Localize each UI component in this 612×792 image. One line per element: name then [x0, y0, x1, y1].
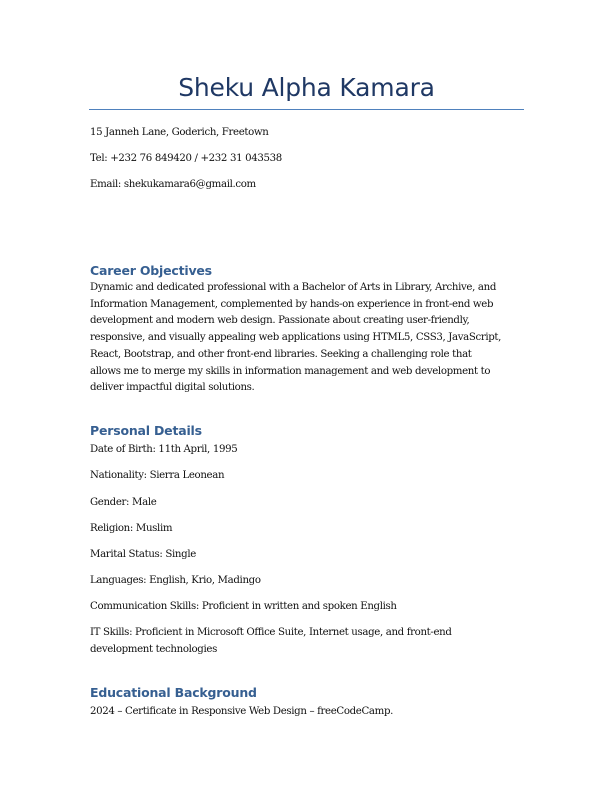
career-line: React, Bootstrap, and other front-end libraries. Seeking a challenging role that [90, 348, 472, 360]
career-line: responsive, and visually appealing web applications using HTML5, CSS3, JavaScript, [90, 332, 502, 344]
career-line: deliver impactful digital solutions. [90, 382, 255, 394]
education-item: 2024 – Certificate in Responsive Web Design – freeCodeCamp. [90, 706, 394, 717]
resume-name-title: Sheku Alpha Kamara [178, 73, 435, 102]
languages: Languages: English, Krio, Madingo [90, 575, 261, 586]
date-of-birth: Date of Birth: 11th April, 1995 [90, 444, 238, 455]
marital-status: Marital Status: Single [90, 549, 196, 560]
gender: Gender: Male [90, 497, 157, 508]
career-line: Dynamic and dedicated professional with a Bachelor of Arts in Library, Archive, and [90, 282, 496, 293]
it-skills-line: IT Skills: Proficient in Microsoft Office Suite, Internet usage, and front-end [90, 627, 452, 638]
it-skills-line: development technologies [90, 643, 217, 655]
email: Email: shekukamara6@gmail.com [90, 179, 256, 190]
career-objectives-heading: Career Objectives [90, 263, 212, 278]
address: 15 Janneh Lane, Goderich, Freetown [90, 127, 269, 138]
telephone: Tel: +232 76 849420 / +232 31 043538 [90, 153, 282, 164]
career-objectives-text [90, 280, 530, 397]
educational-background-heading: Educational Background [90, 685, 257, 700]
it-skills [90, 625, 530, 658]
religion: Religion: Muslim [90, 523, 173, 534]
career-line: allows me to merge my skills in information management and web development to [90, 365, 491, 377]
personal-details-heading: Personal Details [90, 423, 202, 438]
career-line: development and modern web design. Passionate about creating user-friendly, [90, 315, 470, 327]
career-line: Information Management, complemented by hands-on experience in front-end web [90, 298, 494, 310]
title-divider [89, 109, 524, 110]
communication-skills: Communication Skills: Proficient in written and spoken English [90, 601, 397, 612]
nationality: Nationality: Sierra Leonean [90, 470, 225, 481]
